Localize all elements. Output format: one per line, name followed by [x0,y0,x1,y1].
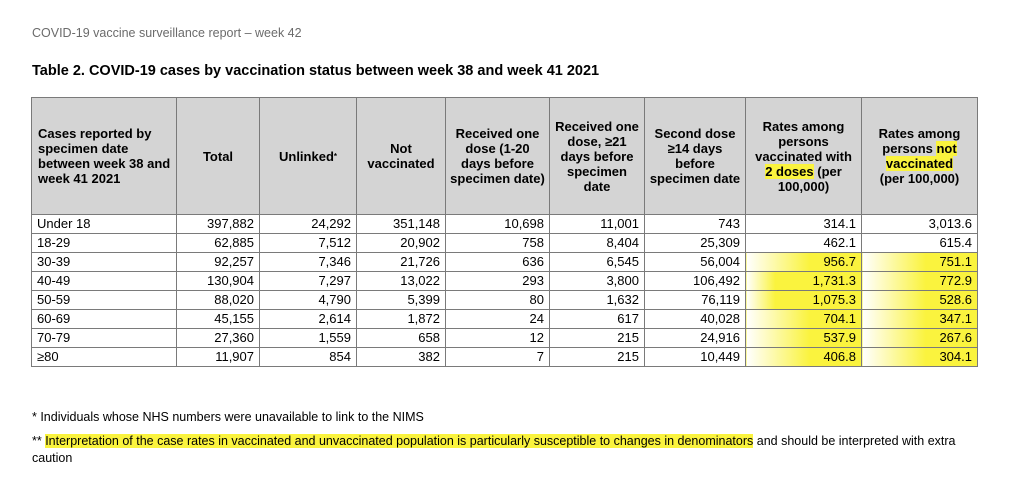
cell-unlinked: 7,297 [260,272,357,291]
header-rate-unvax-highlight-2: vaccinated [885,156,954,171]
cell-rate-not-vaccinated: 3,013.6 [862,215,978,234]
table-row [32,310,978,329]
cell-not-vaccinated: 382 [357,348,446,367]
cell-one-dose-21-days: 11,001 [550,215,645,234]
cell-total: 11,907 [177,348,260,367]
cell-not-vaccinated: 1,872 [357,310,446,329]
cell-rate-not-vaccinated: 772.9 [862,272,978,291]
cell-second-dose: 24,916 [645,329,746,348]
header-rate-unvax-highlight-1: not [936,141,957,156]
cell-age-group: Under 18 [32,215,177,234]
header-rate-vaccinated [746,98,862,215]
cell-rate-not-vaccinated: 751.1 [862,253,978,272]
header-unlinked [260,98,357,215]
cell-rate-vaccinated: 537.9 [746,329,862,348]
cell-total: 62,885 [177,234,260,253]
cell-one-dose-1-20-days: 10,698 [446,215,550,234]
cell-one-dose-21-days: 8,404 [550,234,645,253]
table-title: Table 2. COVID-19 cases by vaccination status between week 38 and week 41 2021 [32,63,600,79]
cell-second-dose: 76,119 [645,291,746,310]
cell-rate-vaccinated: 314.1 [746,215,862,234]
cell-one-dose-21-days: 3,800 [550,272,645,291]
cell-not-vaccinated: 21,726 [357,253,446,272]
cell-one-dose-1-20-days: 12 [446,329,550,348]
cell-age-group: 70-79 [32,329,177,348]
cell-one-dose-21-days: 1,632 [550,291,645,310]
footnote-interpretation [32,433,992,467]
cell-unlinked: 24,292 [260,215,357,234]
cell-second-dose: 40,028 [645,310,746,329]
cell-one-dose-21-days: 617 [550,310,645,329]
cell-not-vaccinated: 13,022 [357,272,446,291]
cell-one-dose-21-days: 215 [550,329,645,348]
cell-rate-vaccinated: 1,075.3 [746,291,862,310]
cell-rate-vaccinated: 956.7 [746,253,862,272]
cell-unlinked: 1,559 [260,329,357,348]
cell-rate-not-vaccinated: 304.1 [862,348,978,367]
footnote-interpretation-prefix: ** [32,434,46,448]
report-header: COVID-19 vaccine surveillance report – week 42 [32,26,302,40]
table-body [32,215,978,367]
table-row [32,234,978,253]
cell-not-vaccinated: 5,399 [357,291,446,310]
header-rate-vaccinated-pre: Rates among persons vaccinated with [755,118,852,164]
cell-unlinked: 7,512 [260,234,357,253]
table-row [32,253,978,272]
header-rate-vaccinated-post: (per 100,000) [777,163,842,194]
cell-second-dose: 106,492 [645,272,746,291]
cell-rate-not-vaccinated: 267.6 [862,329,978,348]
cell-total: 92,257 [177,253,260,272]
cell-total: 45,155 [177,310,260,329]
header-rate-unvax-pre: Rates among persons [878,126,961,156]
cell-age-group: 40-49 [32,272,177,291]
header-not-vaccinated: Not vaccinated [357,98,446,215]
table-row [32,215,978,234]
cell-total: 88,020 [177,291,260,310]
cell-second-dose: 25,309 [645,234,746,253]
cell-rate-not-vaccinated: 615.4 [862,234,978,253]
footnote-interpretation-highlight: Interpretation of the case rates in vaccinated and unvaccinated population is particularly susceptible to changes in denominators [45,434,754,448]
header-second-dose: Second dose ≥14 days before specimen date [645,98,746,215]
cell-rate-not-vaccinated: 528.6 [862,291,978,310]
header-rate-unvax-post: (per 100,000) [879,171,960,186]
vaccination-status-table [31,97,978,367]
cell-unlinked: 854 [260,348,357,367]
footnote-unlinked: * Individuals whose NHS numbers were unavailable to link to the NIMS [32,410,424,424]
cell-rate-vaccinated: 406.8 [746,348,862,367]
cell-one-dose-1-20-days: 758 [446,234,550,253]
cell-one-dose-21-days: 6,545 [550,253,645,272]
cell-not-vaccinated: 351,148 [357,215,446,234]
table-row [32,291,978,310]
header-rate-vaccinated-highlight: 2 doses [765,163,814,179]
cell-age-group: 18-29 [32,234,177,253]
cell-unlinked: 7,346 [260,253,357,272]
cell-one-dose-1-20-days: 80 [446,291,550,310]
header-unlinked-label: Unlinked [278,148,334,164]
footnote-marker: * [333,151,338,161]
header-total: Total [177,98,260,215]
cell-second-dose: 743 [645,215,746,234]
cell-rate-vaccinated: 1,731.3 [746,272,862,291]
cell-unlinked: 2,614 [260,310,357,329]
table-header-row [32,98,978,215]
footnote-interpretation-rest: and should be interpreted with extra caution [32,434,956,465]
cell-unlinked: 4,790 [260,291,357,310]
cell-total: 27,360 [177,329,260,348]
cell-total: 397,882 [177,215,260,234]
cell-total: 130,904 [177,272,260,291]
cell-age-group: 60-69 [32,310,177,329]
cell-rate-vaccinated: 704.1 [746,310,862,329]
header-rate-not-vaccinated [862,98,978,215]
cell-rate-not-vaccinated: 347.1 [862,310,978,329]
cell-not-vaccinated: 658 [357,329,446,348]
cell-one-dose-1-20-days: 636 [446,253,550,272]
cell-rate-vaccinated: 462.1 [746,234,862,253]
table-row [32,329,978,348]
table-row [32,348,978,367]
cell-second-dose: 10,449 [645,348,746,367]
cell-one-dose-1-20-days: 24 [446,310,550,329]
header-one-dose-21-days: Received one dose, ≥21 days before specimen date [550,98,645,215]
header-one-dose-1-20-days: Received one dose (1-20 days before specimen date) [446,98,550,215]
cell-one-dose-1-20-days: 7 [446,348,550,367]
cell-age-group: ≥80 [32,348,177,367]
cell-one-dose-21-days: 215 [550,348,645,367]
table-row [32,272,978,291]
cell-not-vaccinated: 20,902 [357,234,446,253]
cell-age-group: 30-39 [32,253,177,272]
header-age-group: Cases reported by specimen date between week 38 and week 41 2021 [32,98,177,215]
cell-one-dose-1-20-days: 293 [446,272,550,291]
cell-age-group: 50-59 [32,291,177,310]
cell-second-dose: 56,004 [645,253,746,272]
